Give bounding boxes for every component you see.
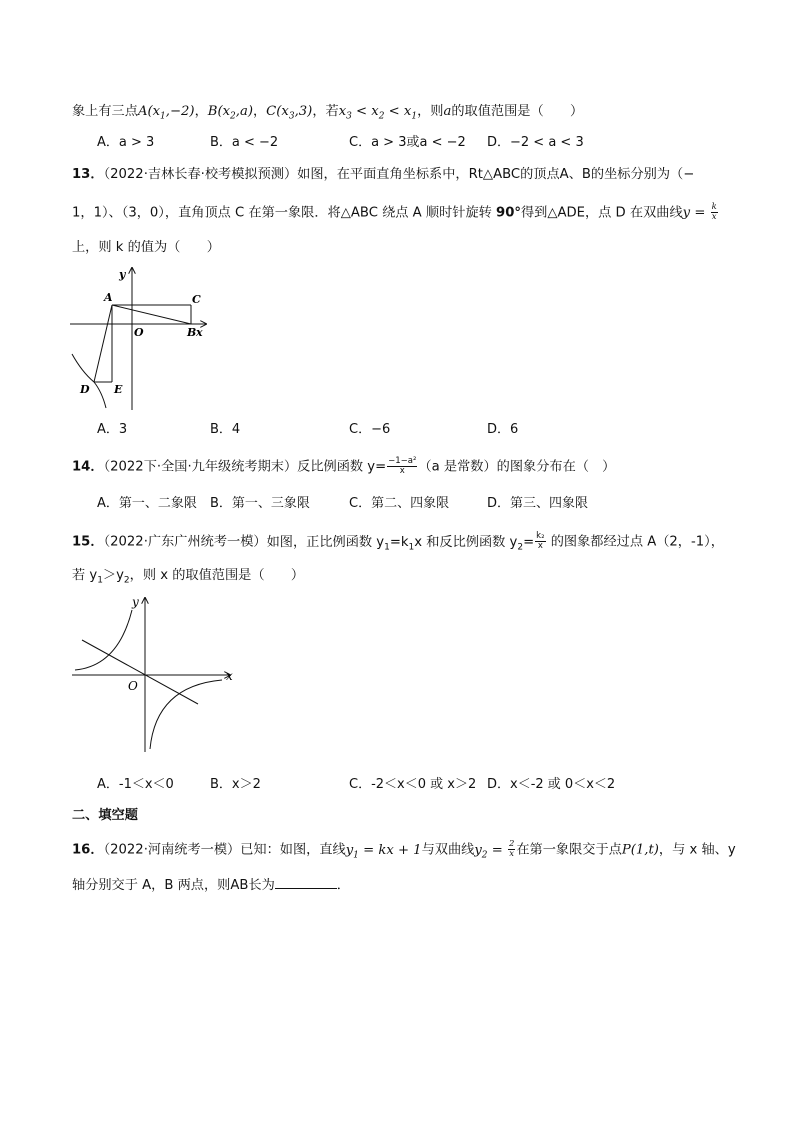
q15-option-d[interactable]: D．x＜-2 或 0＜x＜2 (487, 777, 616, 792)
q13-label-c: C (192, 293, 201, 306)
q16-line2: 轴分别交于 A，B 两点，则AB长为 (72, 878, 275, 893)
q12-option-d[interactable]: D．−2 < a < 3 (487, 135, 584, 150)
q15-source: （2022·广东广州统考一模） (103, 534, 267, 550)
q13-option-b[interactable]: B．4 (210, 422, 241, 437)
q15-fraction: $\frac{\text{k₂}}{x}$ (536, 531, 545, 551)
q13-segment-ad (94, 305, 112, 382)
q16-eq1: $y_1$ = kx + 1 (345, 842, 422, 861)
q14-text2: （a 是常数）的图象分布在（ ） (418, 459, 616, 475)
q13-figure (70, 262, 220, 412)
q15-eq: 如图，正比例函数 $y_1=k_1x$ 和反比例函数 $y_2=$ (266, 534, 535, 553)
q12-sep1: ， (194, 104, 208, 119)
q16-text4: ，与 x 轴、y (658, 842, 736, 858)
q16-eq2: $y_2$ = (474, 842, 507, 861)
q12-suffix2: 的取值范围是（ ） (451, 104, 584, 119)
q13-label-d: D (80, 383, 90, 396)
q13-label-y: y (119, 268, 126, 281)
q15-label-o: O (128, 679, 138, 693)
q12-cond-prefix: ，若 (312, 104, 339, 119)
q13-label-o: O (134, 326, 144, 339)
q12-stem (72, 102, 583, 127)
section-fill-in-title: 二、填空题 (72, 808, 138, 823)
q15-stem-line1 (72, 532, 724, 557)
q16-fraction: $\frac{2}{x}$ (508, 839, 515, 859)
q15-option-c[interactable]: C．-2＜x＜0 或 x＞2 (349, 777, 477, 792)
q12-suffix1: ，则 (417, 104, 444, 119)
q16-stem-line1 (72, 840, 736, 865)
q13-option-a[interactable]: A．3 (97, 422, 128, 437)
q13-angle: 90° (496, 205, 521, 221)
q12-stem-prefix: 象上有三点 (72, 104, 138, 119)
q12-point-a: $A(x_1,-2)$ (137, 104, 195, 122)
q12-point-c: $C(x_3,3)$ (266, 104, 313, 122)
q15-number: 15． (72, 534, 104, 550)
q12-var-a: a (443, 104, 452, 119)
q13-label-x: x (196, 326, 203, 339)
q14-option-c[interactable]: C．第二、四象限 (349, 496, 450, 511)
q15-option-b[interactable]: B．x＞2 (210, 777, 261, 792)
q14-fraction: $\frac{\text{−1−a²}}{x}$ (388, 456, 417, 476)
q15-figure (70, 592, 240, 757)
q16-text1: 已知：如图，直线 (240, 842, 346, 858)
q13-option-d[interactable]: D．6 (487, 422, 519, 437)
q13-line2-mid: 得到△ADE，点 D 在双曲线 (520, 205, 683, 221)
q14-option-d[interactable]: D．第三、四象限 (487, 496, 589, 511)
q13-fraction: $\frac{k}{x}$ (711, 202, 717, 222)
q16-number: 16． (72, 842, 104, 858)
q13-number: 13． (72, 167, 104, 182)
q15-label-y: y (132, 595, 139, 609)
q14-option-b[interactable]: B．第一、三象限 (210, 496, 310, 511)
q15-option-a[interactable]: A．-1＜x＜0 (97, 777, 174, 792)
q13-source: （2022·吉林长春·校考模拟预测） (103, 167, 298, 182)
q14-stem (72, 457, 615, 478)
q16-point: P(1,t) (621, 842, 659, 858)
q12-condition: $x_3 < x_2 < x_1$ (338, 104, 418, 122)
q16-text3: 在第一象限交于点 (516, 842, 622, 858)
q13-label-e: E (114, 383, 123, 396)
q14-option-a[interactable]: A．第一、二象限 (97, 496, 197, 511)
q16-answer-blank[interactable] (275, 875, 337, 889)
q14-number: 14． (72, 459, 104, 475)
q13-stem-line3: 上，则 k 的值为（ ） (72, 240, 220, 255)
q13-hyperbola (72, 354, 106, 408)
q12-option-b[interactable]: B．a < −2 (210, 135, 279, 150)
q16-source: （2022·河南统考一模） (103, 842, 241, 858)
q15-stem-line2: 若 $y_1>y_2$，则 x 的取值范围是（ ） (72, 568, 305, 586)
q15-label-x: x (226, 669, 233, 683)
q15-hyperbola-q2 (75, 610, 132, 670)
q13-y: y = (682, 205, 710, 221)
q12-sep2: ， (252, 104, 267, 119)
q13-line2-prefix: 1，1）、（3，0），直角顶点 C 在第一象限．将△ABC 绕点 A 顺时针旋转 (72, 205, 497, 221)
q13-segment-ab (112, 305, 191, 324)
q15-linear-graph (82, 640, 198, 704)
q14-source: （2022下·全国·九年级统考期末） (103, 459, 298, 475)
q13-line1: 如图，在平面直角坐标系中，Rt△ABC的顶点A、B的坐标分别为（− (297, 167, 695, 182)
q12-option-c[interactable]: C．a > 3或a < −2 (349, 135, 466, 150)
q14-text1: 反比例函数 y= (297, 459, 387, 475)
q12-option-a[interactable]: A．a > 3 (97, 135, 155, 150)
q13-stem-line2 (72, 203, 719, 224)
q13-label-a: A (104, 291, 113, 304)
q16-stem-line2 (72, 875, 350, 896)
q12-point-b: $B(x_2,a)$ (207, 104, 253, 122)
q13-label-b: B (187, 326, 197, 339)
q15-hyperbola-q4 (150, 680, 222, 749)
q13-stem-line1 (72, 165, 694, 185)
q16-text2: 与双曲线 (421, 842, 475, 858)
q16-line2-end: ． (336, 878, 350, 893)
q15-text5: 的图象都经过点 A（2，-1）， (546, 534, 724, 550)
q13-option-c[interactable]: C．−6 (349, 422, 391, 437)
